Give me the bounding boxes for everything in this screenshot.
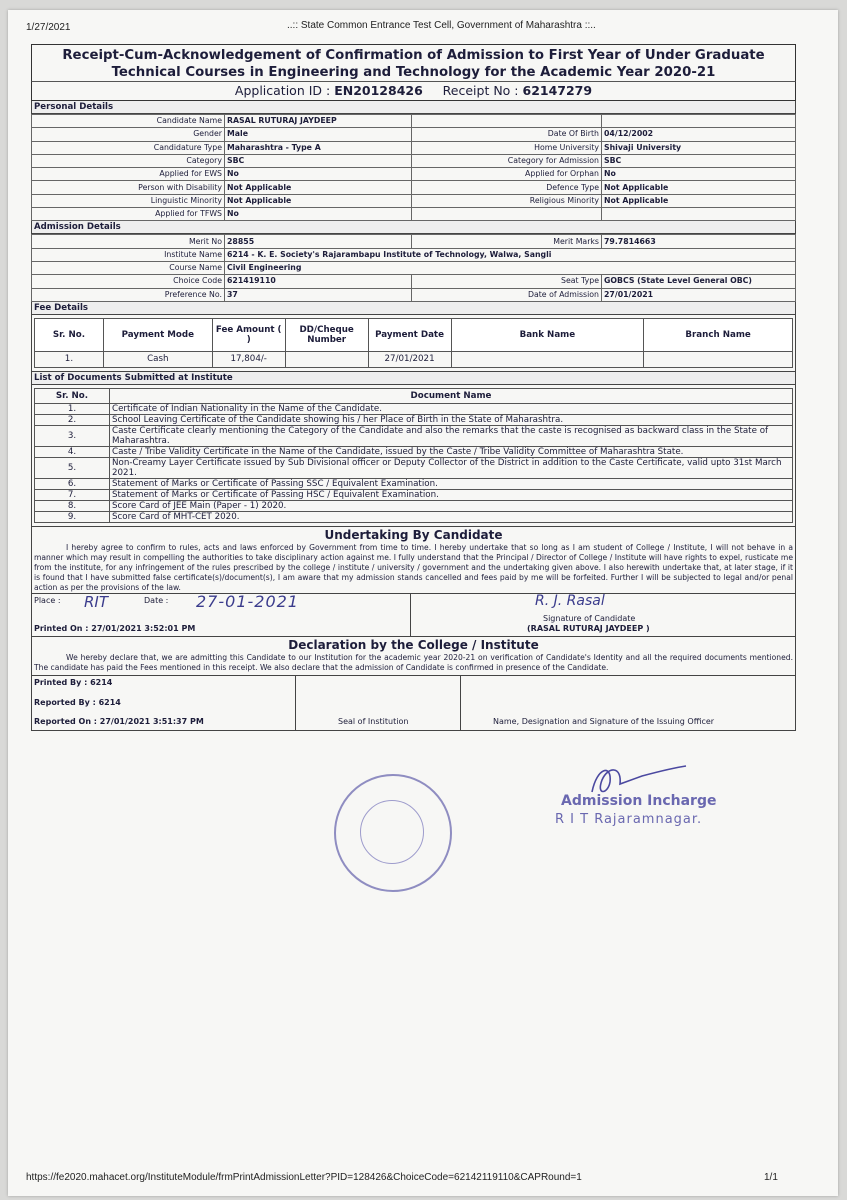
- choice-code: 621419110: [225, 275, 412, 288]
- undertaking-section: [31, 527, 796, 637]
- field-label: [412, 115, 602, 128]
- application-id: EN20128426: [334, 83, 423, 98]
- course-label: Course Name: [32, 261, 225, 274]
- seat-type: GOBCS (State Level General OBC): [602, 275, 796, 288]
- admission-date: 27/01/2021: [602, 288, 796, 301]
- fee-details-heading: Fee Details: [31, 302, 796, 315]
- table-row: [35, 478, 793, 489]
- document-sr-no: 9.: [35, 511, 110, 522]
- course-name: Civil Engineering: [225, 261, 796, 274]
- table-row: [32, 115, 796, 128]
- fee-cell: 17,804/-: [212, 351, 285, 367]
- printed-by: Printed By : 6214: [34, 677, 113, 687]
- printed-on: Printed On : 27/01/2021 3:52:01 PM: [34, 623, 196, 633]
- institute-label: Institute Name: [32, 248, 225, 261]
- place-date-cell: [32, 591, 411, 636]
- merit-no: 28855: [225, 235, 412, 248]
- fee-column-header: Payment Date: [368, 318, 451, 351]
- fee-column-header: Branch Name: [644, 318, 793, 351]
- reported-by: Reported By : 6214: [34, 697, 121, 707]
- document-sr-no: 3.: [35, 425, 110, 446]
- field-value: RASAL RUTURAJ JAYDEEP: [225, 115, 412, 128]
- receipt-title: Receipt-Cum-Acknowledgement of Confirmation of Admission to First Year of Under Graduate Technical Courses in Engineering and Technology for the Academic Year 2020-21: [31, 44, 796, 81]
- field-value: Not Applicable: [602, 194, 796, 207]
- personal-details-heading: Personal Details: [31, 101, 796, 114]
- field-value: 04/12/2002: [602, 128, 796, 141]
- seal-inner-ring: [360, 800, 424, 864]
- merit-marks-label: Merit Marks: [412, 235, 602, 248]
- fee-cell: Cash: [103, 351, 212, 367]
- field-label: Defence Type: [412, 181, 602, 194]
- table-row: [32, 154, 796, 167]
- documents-heading: List of Documents Submitted at Institute: [31, 372, 796, 385]
- document-sr-no: 5.: [35, 457, 110, 478]
- fee-cell: [285, 351, 368, 367]
- place-label: Place :: [34, 595, 61, 605]
- table-row: [32, 168, 796, 181]
- print-date: 1/27/2021: [26, 22, 71, 33]
- reported-on: Reported On : 27/01/2021 3:51:37 PM: [34, 716, 204, 726]
- table-row: [32, 275, 796, 288]
- document-sr-no: 4.: [35, 446, 110, 457]
- document-sr-no: 8.: [35, 500, 110, 511]
- field-value: No: [225, 208, 412, 221]
- field-label: Person with Disability: [32, 181, 225, 194]
- document-name: Non-Creamy Layer Certificate issued by Sub Divisional officer or Deputy Collector of the District in addition to the Caste Certificate, valid upto 31st March 2021.: [110, 457, 793, 478]
- field-value: [602, 115, 796, 128]
- sr-no-header: Sr. No.: [35, 388, 110, 403]
- institute-name: 6214 - K. E. Society's Rajarambapu Institute of Technology, Walwa, Sangli: [225, 248, 796, 261]
- field-label: Candidature Type: [32, 141, 225, 154]
- table-row: [35, 414, 793, 425]
- document-name: Score Card of JEE Main (Paper - 1) 2020.: [110, 500, 793, 511]
- field-label: Date Of Birth: [412, 128, 602, 141]
- fee-column-header: Bank Name: [451, 318, 644, 351]
- field-label: Linguistic Minority: [32, 194, 225, 207]
- field-label: Gender: [32, 128, 225, 141]
- fee-cell: 1.: [35, 351, 104, 367]
- merit-no-label: Merit No: [32, 235, 225, 248]
- declaration-section: [31, 637, 796, 731]
- document-name: School Leaving Certificate of the Candidate showing his / her Place of Birth in the State of Maharashtra.: [110, 414, 793, 425]
- rit-rajaramnagar-stamp: R I T Rajaramnagar.: [555, 812, 703, 827]
- field-label: Candidate Name: [32, 115, 225, 128]
- document-sr-no: 6.: [35, 478, 110, 489]
- field-value: Maharashtra - Type A: [225, 141, 412, 154]
- document-name: Caste Certificate clearly mentioning the Category of the Candidate and also the remarks that the caste is recognised as backward class in the State of Maharashtra.: [110, 425, 793, 446]
- field-label: Category for Admission: [412, 154, 602, 167]
- table-row: [35, 500, 793, 511]
- field-label: Applied for TFWS: [32, 208, 225, 221]
- document-sr-no: 7.: [35, 489, 110, 500]
- institution-seal-stamp: [334, 774, 452, 892]
- field-value: No: [602, 168, 796, 181]
- choice-code-label: Choice Code: [32, 275, 225, 288]
- officer-label: Name, Designation and Signature of the Issuing Officer: [493, 716, 715, 726]
- fee-column-header: Sr. No.: [35, 318, 104, 351]
- date-handwritten: 27-01-2021: [196, 591, 299, 611]
- documents-box: [31, 385, 796, 527]
- place-handwritten: RIT: [84, 592, 109, 611]
- seal-cell: [296, 676, 461, 730]
- seat-type-label: Seat Type: [412, 275, 602, 288]
- field-value: SBC: [602, 154, 796, 167]
- fee-cell: 27/01/2021: [368, 351, 451, 367]
- document-name: Score Card of MHT-CET 2020.: [110, 511, 793, 522]
- field-value: Not Applicable: [225, 194, 412, 207]
- application-line: [31, 81, 796, 101]
- preference-label: Preference No.: [32, 288, 225, 301]
- fee-column-header: Payment Mode: [103, 318, 212, 351]
- undertaking-sign-row: [32, 593, 795, 636]
- declaration-sign-row: [32, 675, 795, 730]
- merit-marks: 79.7814663: [602, 235, 796, 248]
- signature-label: Signature of Candidate: [543, 613, 636, 623]
- table-row: [35, 446, 793, 457]
- table-row: [32, 288, 796, 301]
- table-row: [35, 457, 793, 478]
- fee-column-header: DD/Cheque Number: [285, 318, 368, 351]
- officer-cell: [461, 676, 795, 730]
- preference-no: 37: [225, 288, 412, 301]
- receipt-no-label: Receipt No :: [442, 83, 519, 98]
- field-value: Not Applicable: [602, 181, 796, 194]
- document-name: Certificate of Indian Nationality in the Name of the Candidate.: [110, 403, 793, 414]
- date-label: Date :: [144, 595, 169, 605]
- table-row: [35, 511, 793, 522]
- undertaking-text: I hereby agree to confirm to rules, acts and laws enforced by Government from time to time. I hereby undertake that so long as I am student of College / Institute, I will not behave in a manner which may result in compelling the authorities to take disciplinary action against me. I fully understand that the Principal / Director of College / Institute will have rights to expel, rusticate me from the institute, for any infringement of the rules prescribed by the college / institute / university / government and the undertaking given above. I also herewith undertake that, at later stage, if it is found that I have submitted false certificate(s)/document(s), I am aware that my admission stands cancelled and fees paid by me will be forfeited. Further I will be subjected to legal and/or penal action as per the provisions of the law.: [34, 542, 793, 592]
- field-value: Shivaji University: [602, 141, 796, 154]
- fee-details-box: [31, 315, 796, 372]
- table-row: [35, 489, 793, 500]
- undertaking-heading: Undertaking By Candidate: [324, 527, 503, 542]
- table-row: [32, 194, 796, 207]
- table-row: [32, 235, 796, 248]
- field-value: SBC: [225, 154, 412, 167]
- print-header-title: ..:: State Common Entrance Test Cell, Government of Maharashtra ::..: [287, 20, 596, 31]
- signature-name: (RASAL RUTURAJ JAYDEEP ): [527, 623, 650, 633]
- admission-details-heading: Admission Details: [31, 221, 796, 234]
- report-info-cell: [32, 676, 296, 730]
- table-header-row: [35, 318, 793, 351]
- field-label: Applied for EWS: [32, 168, 225, 181]
- field-value: Male: [225, 128, 412, 141]
- field-label: Category: [32, 154, 225, 167]
- document-name: Caste / Tribe Validity Certificate in the Name of the Candidate, issued by the Caste / Tribe Validity Committee of Maharashtra State.: [110, 446, 793, 457]
- table-row: [32, 181, 796, 194]
- table-row: [32, 208, 796, 221]
- admission-incharge-stamp: Admission Incharge: [561, 793, 717, 809]
- footer-page-number: 1/1: [764, 1172, 778, 1183]
- admission-date-label: Date of Admission: [412, 288, 602, 301]
- table-row: [32, 248, 796, 261]
- footer-url: https://fe2020.mahacet.org/InstituteModule/frmPrintAdmissionLetter?PID=128426&ChoiceCode=62142119110&CAPRound=1: [26, 1172, 582, 1183]
- field-value: Not Applicable: [225, 181, 412, 194]
- table-row: [32, 261, 796, 274]
- candidate-signature-scribble: R. J. Rasal: [535, 592, 605, 609]
- document-name-header: Document Name: [110, 388, 793, 403]
- declaration-text: We hereby declare that, we are admitting this Candidate to our Institution for the academic year 2020-21 on verification of Candidate's Identity and all the required documents mentioned. The candidate has paid the Fees mentioned in this receipt. We also declare that the admission of Candidate is confirmed in presence of the Candidate.: [34, 652, 793, 672]
- fee-cell: [644, 351, 793, 367]
- fee-column-header: Fee Amount ( ): [212, 318, 285, 351]
- application-id-label: Application ID :: [234, 83, 331, 98]
- document-name: Statement of Marks or Certificate of Passing SSC / Equivalent Examination.: [110, 478, 793, 489]
- field-label: Religious Minority: [412, 194, 602, 207]
- document-name: Statement of Marks or Certificate of Passing HSC / Equivalent Examination.: [110, 489, 793, 500]
- field-label: Home University: [412, 141, 602, 154]
- table-row: [35, 403, 793, 414]
- field-label: [412, 208, 602, 221]
- candidate-signature-cell: [411, 594, 795, 636]
- personal-details-table: [31, 114, 796, 221]
- documents-table: [34, 388, 793, 523]
- seal-label: Seal of Institution: [338, 716, 409, 726]
- table-row: [35, 351, 793, 367]
- fee-table: [34, 318, 793, 368]
- receipt-no: 62147279: [522, 83, 593, 98]
- document-sr-no: 2.: [35, 414, 110, 425]
- field-value: [602, 208, 796, 221]
- document-sr-no: 1.: [35, 403, 110, 414]
- fee-cell: [451, 351, 644, 367]
- admission-details-table: [31, 234, 796, 301]
- declaration-heading: Declaration by the College / Institute: [288, 637, 539, 652]
- field-value: No: [225, 168, 412, 181]
- table-row: [32, 128, 796, 141]
- table-header-row: [35, 388, 793, 403]
- table-row: [35, 425, 793, 446]
- table-row: [32, 141, 796, 154]
- admission-receipt: [31, 44, 796, 731]
- field-label: Applied for Orphan: [412, 168, 602, 181]
